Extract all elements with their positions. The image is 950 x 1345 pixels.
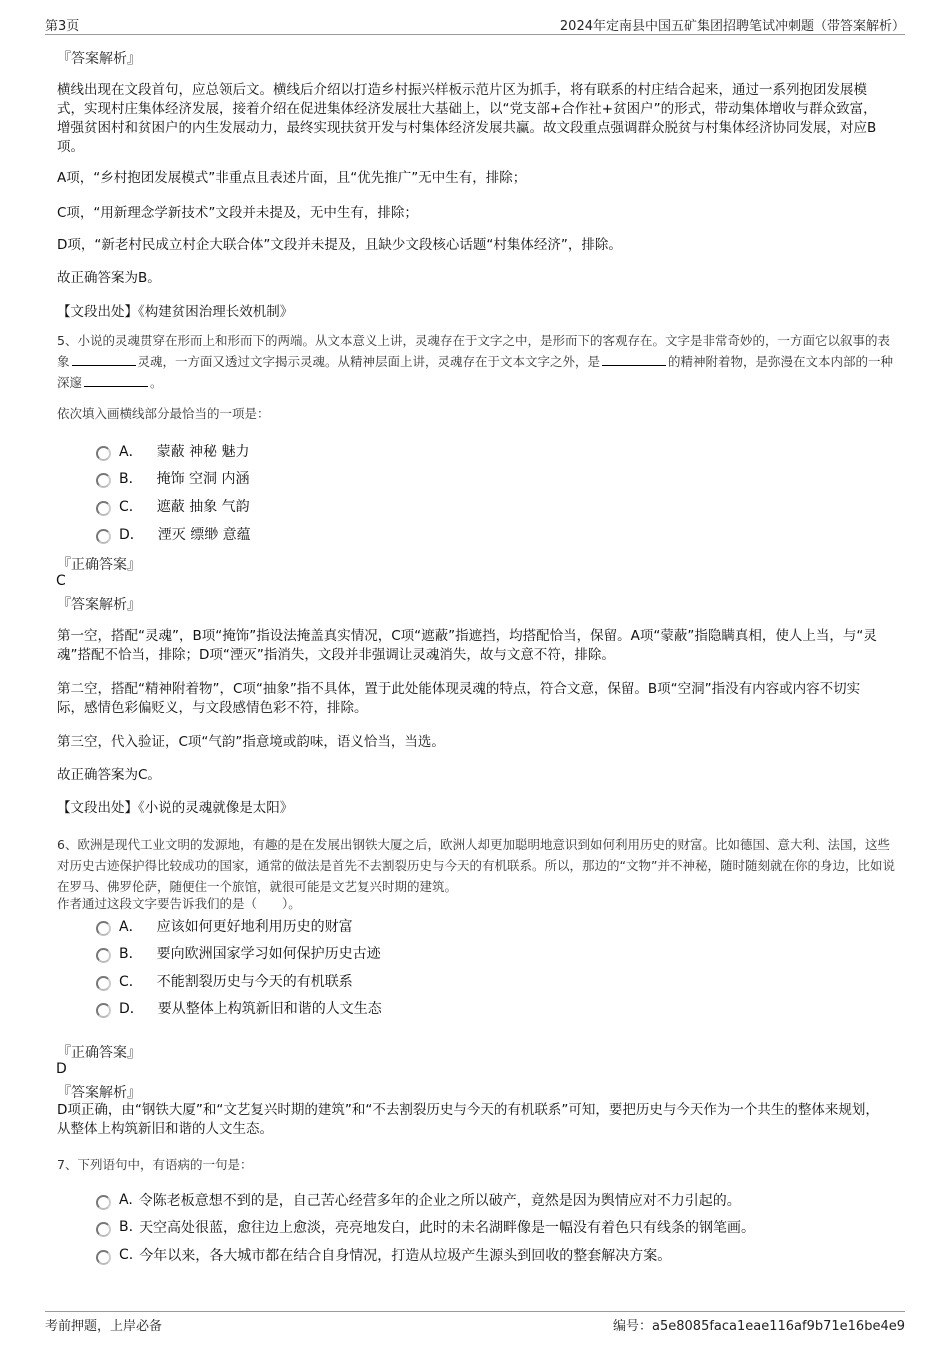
radio-icon[interactable]	[96, 1195, 111, 1210]
option-letter: D．	[119, 1001, 144, 1017]
page-header	[45, 14, 905, 35]
option-text: 应该如何更好地利用历史的财富	[156, 919, 353, 935]
option-letter: C．	[119, 499, 143, 515]
passage-source: 【文段出处】《构建贫困治理长效机制》	[57, 304, 294, 320]
stem-text: 的精神附着物，是弥漫在文本内部的一种深邃	[57, 354, 894, 390]
document-title: 2024年定南县中国五矿集团招聘笔试冲刺题（带答案解析）	[559, 19, 905, 34]
q6-option-d[interactable]	[96, 997, 382, 1019]
option-letter: A．	[119, 444, 143, 460]
radio-icon[interactable]	[96, 976, 111, 991]
analysis-label: 『答案解析』	[57, 597, 141, 613]
analysis-label: 『答案解析』	[57, 1085, 141, 1101]
option-text: 要从整体上构筑新旧和谐的人文生态	[157, 1001, 382, 1017]
q5-option-c[interactable]	[96, 495, 250, 517]
option-text: 今年以来，各大城市都在结合自身情况，打造从垃圾产生源头到回收的整套解决方案。	[139, 1248, 672, 1264]
footer-slogan: 考前押题，上岸必备	[45, 1319, 163, 1334]
passage-source: 【文段出处】《小说的灵魂就像是太阳》	[57, 800, 294, 816]
radio-icon[interactable]	[96, 529, 111, 544]
radio-icon[interactable]	[96, 948, 111, 963]
analysis-blank-2: 第二空，搭配“精神附着物”，C项“抽象”指不具体，置于此处能体现灵魂的特点，符合文意，保留。B项“空洞”指没有内容或内容不切实际，感情色彩偏贬义，与文段感情色彩不符，排除。	[57, 681, 861, 716]
option-letter: B.	[119, 1219, 134, 1235]
option-letter: C．	[119, 974, 143, 990]
conclusion: 故正确答案为B。	[57, 270, 161, 286]
q6-option-a[interactable]	[96, 915, 353, 937]
option-letter: B．	[119, 471, 143, 487]
analysis-label: 『答案解析』	[57, 51, 141, 67]
blank-3	[84, 374, 148, 387]
radio-icon[interactable]	[96, 921, 111, 936]
question-5-stem	[57, 330, 895, 393]
option-letter: D．	[119, 527, 144, 543]
option-text: 蒙蔽 神秘 魅力	[156, 444, 250, 460]
q7-option-c[interactable]	[96, 1244, 671, 1266]
question-7-stem: 7、下列语句中，有语病的一句是：	[57, 1157, 253, 1172]
blank-2	[602, 353, 666, 366]
page-footer	[45, 1311, 905, 1332]
question-6-stem: 6、欧洲是现代工业文明的发源地，有趣的是在发展出钢铁大厦之后，欧洲人却更加聪明地意识到如何利用历史的财富。比如德国、意大利、法国，这些对历史古迹保护得比较成功的国家，通常的做法是首先不去割裂历史与今天的有机联系。所以，那边的“文物”并不神秘，随时随刻就在你的身边，比如说在罗马、佛罗伦萨，随便住一个旅馆，就很可能是文艺复兴时期的建筑。	[57, 837, 895, 894]
analysis-paragraph: 横线出现在文段首句，应总领后文。横线后介绍以打造乡村振兴样板示范片区为抓手，将有联系的村庄结合起来，通过一系列抱团发展模式，实现村庄集体经济发展，接着介绍在促进集体经济发展壮大基础上，以“党支部+合作社+贫困户”的形式，带动集体增收与群众致富，增强贫困村和贫困户的内生发展动力，最终实现扶贫开发与村集体经济发展共赢。故文段重点强调群众脱贫与村集体经济协同发展，对应B项。	[57, 82, 877, 155]
analysis-blank-1: 第一空，搭配“灵魂”，B项“掩饰”指设法掩盖真实情况，C项“遮蔽”指遮挡，均搭配恰当，保留。A项“蒙蔽”指隐瞒真相，使人上当，与“灵魂”搭配不恰当，排除；D项“湮灭”指消失，文段并非强调让灵魂消失，故与文意不符，排除。	[57, 628, 877, 663]
option-text: 要向欧洲国家学习如何保护历史古迹	[156, 946, 381, 962]
q5-option-a[interactable]	[96, 440, 249, 462]
option-text: 令陈老板意想不到的是，自己苦心经营多年的企业之所以破产，竟然是因为舆情应对不力引起的。	[138, 1193, 741, 1209]
correct-answer-label: 『正确答案』	[57, 1045, 141, 1061]
analysis-blank-3: 第三空，代入验证，C项“气韵”指意境或韵味，语义恰当，当选。	[57, 734, 445, 750]
question-6-prompt: 作者通过这段文字要告诉我们的是（ ）。	[57, 896, 301, 911]
analysis-paragraph: D项正确，由“钢铁大厦”和“文艺复兴时期的建筑”和“不去割裂历史与今天的有机联系”可知，要把历史与今天作为一个共生的整体来规划，从整体上构筑新旧和谐的人文生态。	[57, 1102, 879, 1137]
radio-icon[interactable]	[96, 1003, 111, 1018]
analysis-option-a: A项，“乡村抱团发展模式”非重点且表述片面，且“优先推广”无中生有，排除；	[57, 170, 527, 186]
option-text: 遮蔽 抽象 气韵	[156, 499, 250, 515]
page-number: 第3页	[45, 19, 80, 34]
analysis-option-d: D项，“新老村民成立村企大联合体”文段并未提及，且缺少文段核心话题“村集体经济”，排除。	[57, 237, 622, 253]
stem-text: 灵魂，一方面又透过文字揭示灵魂。从精神层面上讲，灵魂存在于文本文字之外，是	[137, 354, 601, 369]
question-5-prompt: 依次填入画横线部分最恰当的一项是：	[57, 406, 270, 421]
radio-icon[interactable]	[96, 1222, 111, 1237]
option-text: 掩饰 空洞 内涵	[156, 471, 250, 487]
analysis-option-c: C项，“用新理念学新技术”文段并未提及，无中生有，排除；	[57, 205, 418, 221]
stem-text: 。	[150, 375, 163, 390]
correct-answer: D	[56, 1061, 67, 1077]
option-text: 湮灭 缥缈 意蕴	[157, 527, 251, 543]
q7-option-b[interactable]	[96, 1216, 755, 1238]
stem-text: 5、小说的灵魂贯穿在形而上和形而下的两端。从文本意义上讲，灵魂存在于文字之中，是形而下的客观存在。文字是非常奇妙的，一方面它以叙事的表象	[57, 333, 890, 369]
option-letter: C.	[119, 1247, 134, 1263]
option-text: 不能割裂历史与今天的有机联系	[156, 974, 353, 990]
radio-icon[interactable]	[96, 446, 111, 461]
document-code: 编号：a5e8085faca1eae116af9b71e16be4e9	[613, 1319, 905, 1334]
radio-icon[interactable]	[96, 473, 111, 488]
q7-option-a[interactable]	[96, 1189, 741, 1211]
option-letter: B．	[119, 946, 143, 962]
q6-option-c[interactable]	[96, 970, 353, 992]
q6-option-b[interactable]	[96, 942, 381, 964]
correct-answer: C	[56, 573, 66, 589]
option-letter: A．	[119, 919, 143, 935]
blank-1	[72, 353, 136, 366]
radio-icon[interactable]	[96, 501, 111, 516]
option-text: 天空高处很蓝，愈往边上愈淡，亮亮地发白，此时的未名湖畔像是一幅没有着色只有线条的钢笔画。	[139, 1220, 756, 1236]
q5-option-b[interactable]	[96, 467, 250, 489]
radio-icon[interactable]	[96, 1250, 111, 1265]
q5-option-d[interactable]	[96, 523, 251, 545]
correct-answer-label: 『正确答案』	[57, 557, 141, 573]
option-letter: A.	[119, 1192, 133, 1208]
conclusion: 故正确答案为C。	[57, 767, 161, 783]
